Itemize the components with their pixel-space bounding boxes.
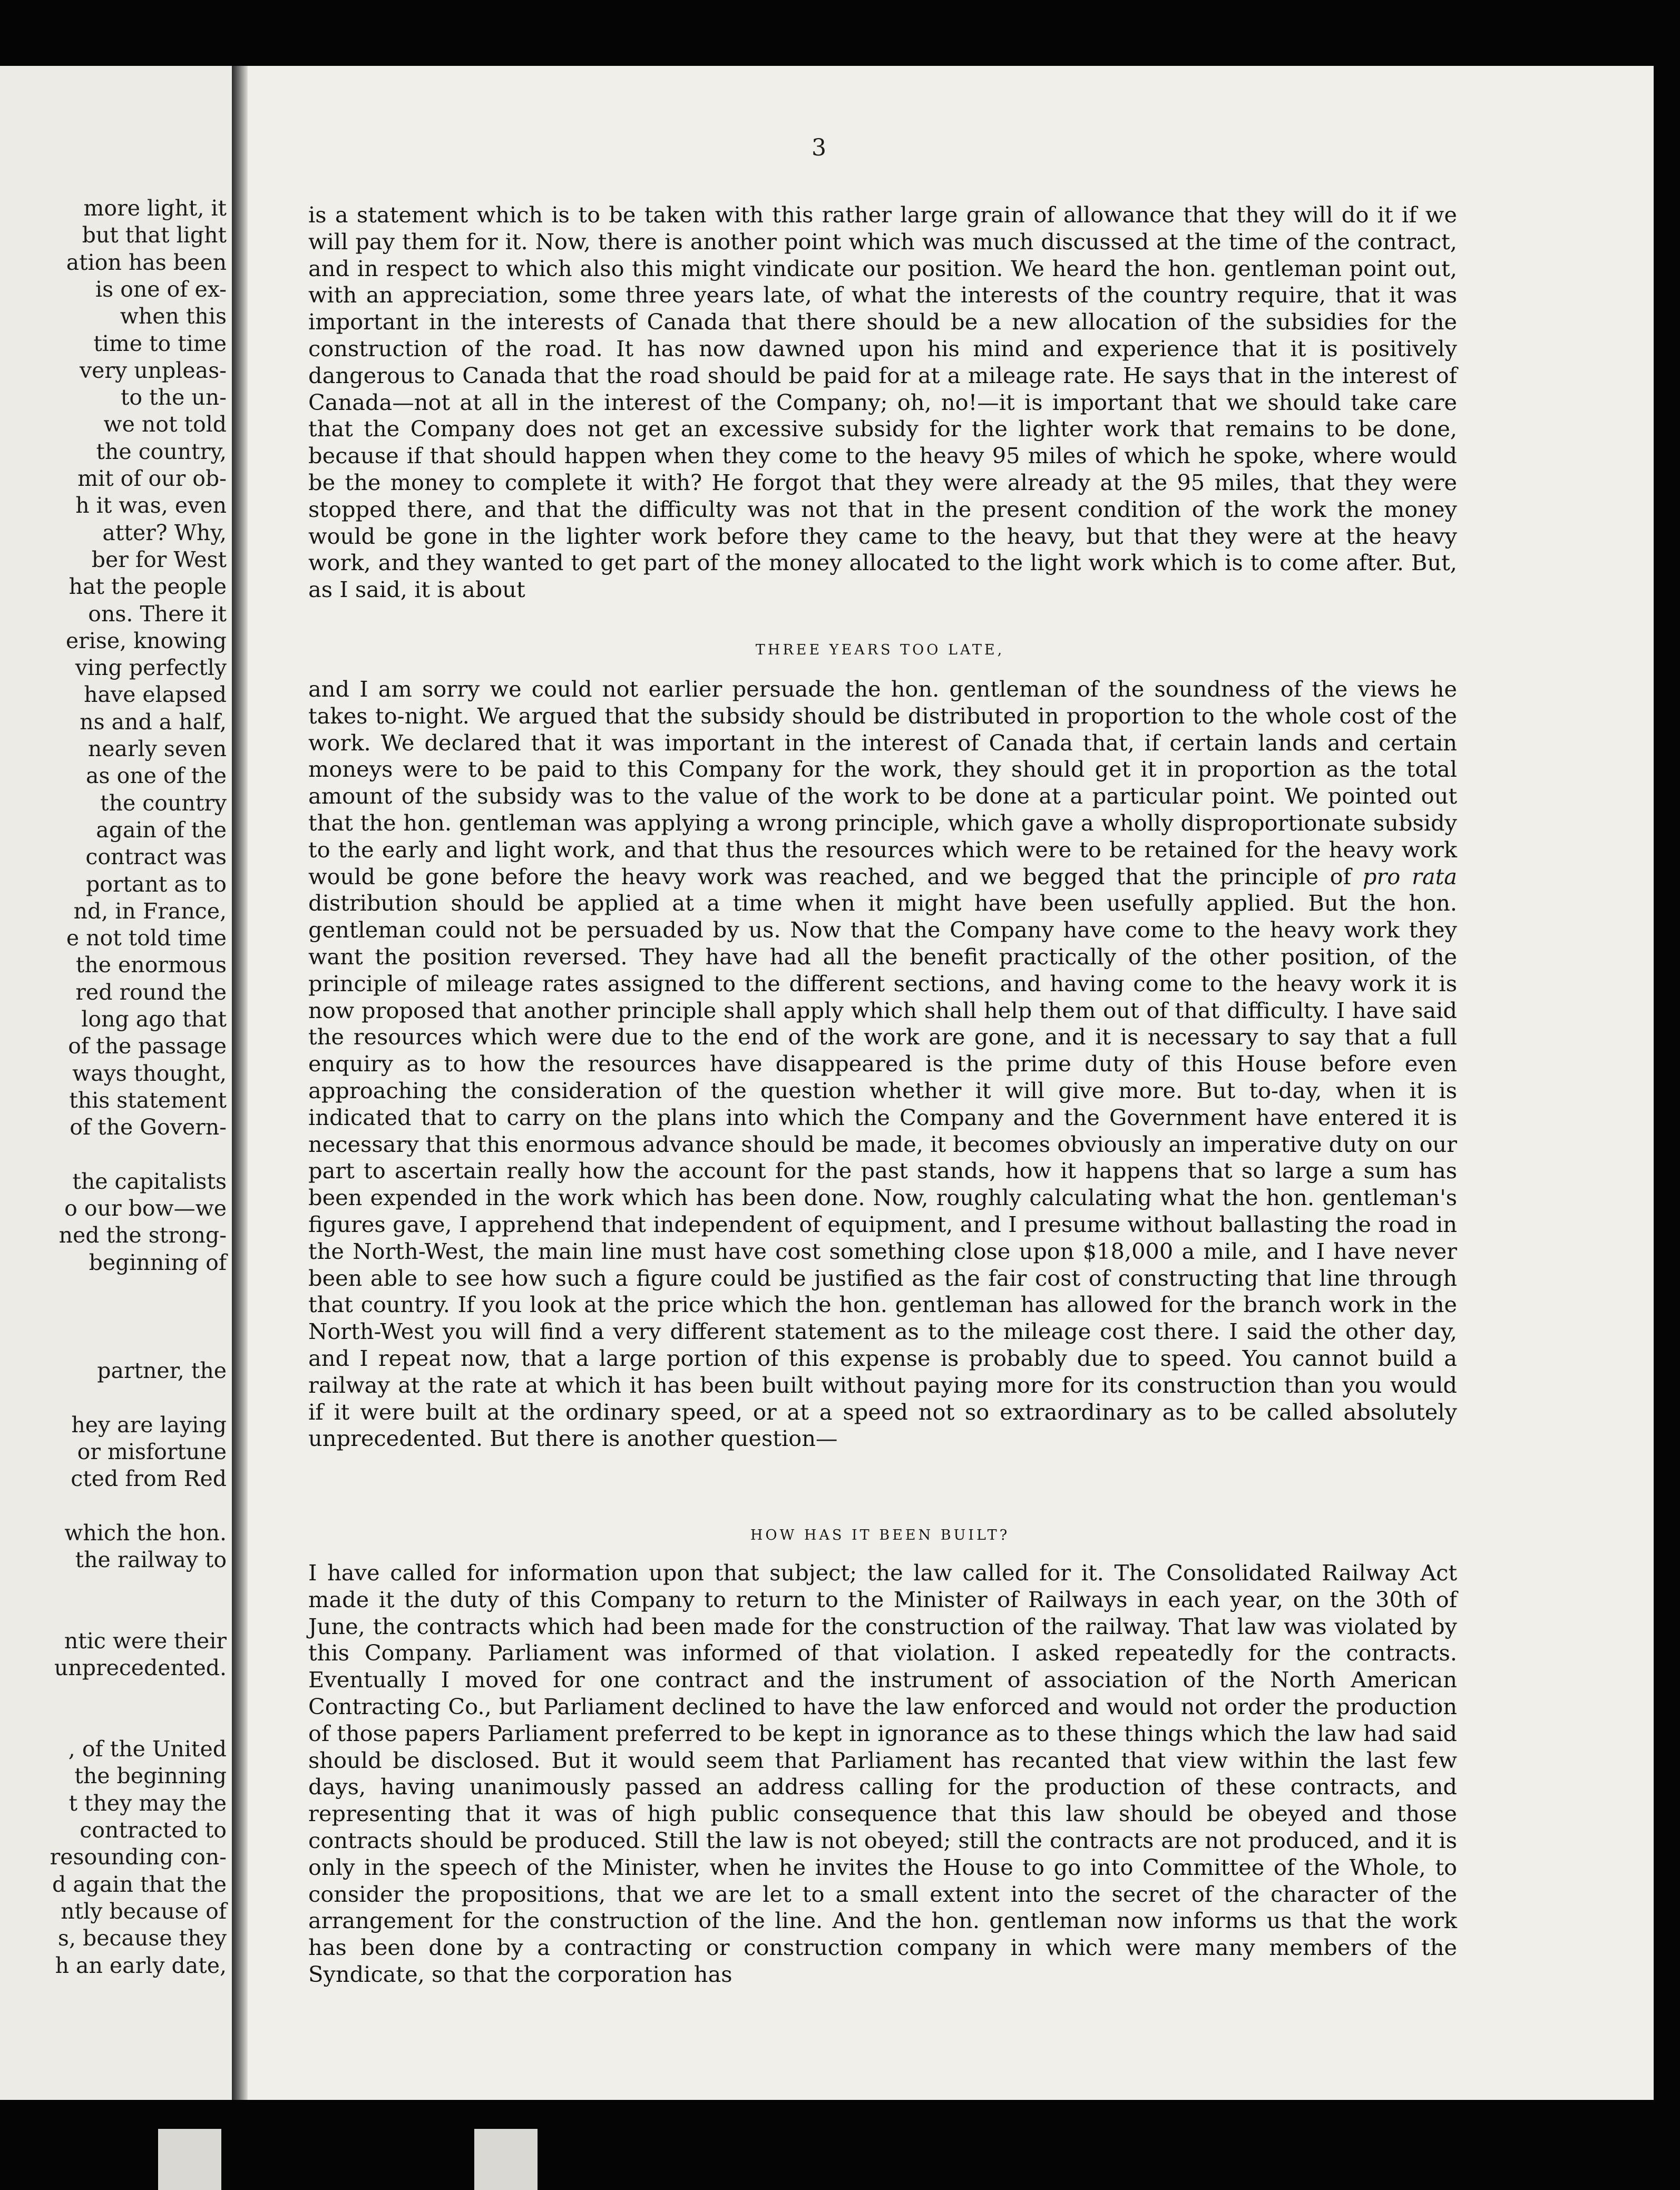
- left-page-line: hey are laying: [71, 1412, 227, 1438]
- left-page-line: ation has been: [66, 249, 227, 275]
- left-page-line: time to time: [93, 330, 227, 356]
- left-page-line: ntic were their: [64, 1628, 227, 1654]
- paragraph-2-part-a: and I am sorry we could not earlier persuade the hon. gentleman of the soundness of the views he takes to-night. We argued that the subsidy should be distributed in proportion to the whole cost of the work. We declared that it was important in the interest of Canada that, if certain lands and certain moneys were to be paid to this Company for the work, they should get it in proportion as the total amount of the subsidy was to the value of the work to be done at a particular point. We pointed out that the hon. gentleman was applying a wrong principle, which gave a wholly disproportionate subsidy to the early and light work, and that thus the resources which were to be retained for the heavy work would be gone before the heavy work was reached, and we begged that the principle of: [308, 676, 1457, 889]
- left-page-line: of the passage: [68, 1033, 227, 1059]
- left-page-line: the country: [100, 790, 227, 816]
- scan-border-bottom: [0, 2100, 1680, 2190]
- left-page-line: have elapsed: [84, 682, 227, 708]
- left-page-line: partner, the: [97, 1357, 227, 1383]
- left-page-line: h an early date,: [55, 1952, 227, 1978]
- left-page-line: is one of ex-: [95, 276, 227, 302]
- left-page-line: of the Govern-: [70, 1114, 227, 1140]
- left-page-line: the capitalists: [72, 1168, 227, 1194]
- left-page-line: or misfortune: [77, 1439, 227, 1464]
- left-page-line: as one of the: [86, 763, 227, 789]
- left-page-line: beginning of: [89, 1249, 227, 1275]
- left-page-line: contracted to: [80, 1817, 227, 1843]
- left-page-line: long ago that: [81, 1006, 227, 1032]
- left-page-line: the railway to: [75, 1547, 227, 1572]
- paragraph-2-part-b: distribution should be applied at a time when it might have been usefully applied. But the hon. gentleman could not be persuaded by us. Now that the Company have come to the heavy work they want the position reversed. They have had all the benefit practically of the other position, of the principle of mileage rates assigned to the different sections, and having come to the heavy work it is now proposed that another principle shall apply which shall help them out of that difficulty. I have said the resources which were due to the end of the work are gone, and it is necessary to say that a full enquiry as to how the resources have disappeared is the prime duty of this House before even approaching the consideration of the question whether it will give more. But to-day, when it is indicated that to carry on the plans into which the Company and the Government have entered it is necessary that this enormous advance should be made, it becomes obviously an imperative duty on our part to ascertain really how the account for the past stands, how it happens that so large a sum has been expended in the work which has been done. Now, roughly calculating what the hon. gentleman's figures gave, I apprehend that independent of equipment, and I presume without ballasting the road in the North-West, the main line must have cost something close upon $18,000 a mile, and I have never been able to see how such a figure could be justified as the fair cost of constructing that line through that country. If you look at the price which the hon. gentleman has allowed for the branch work in the North-West you will find a very different statement as to the mileage cost there. I said the other day, and I repeat now, that a large portion of this expense is probably due to speed. You cannot build a railway at the rate at which it has been built without paying more for its construction than you would if it were built at the ordinary speed, or at a speed not so extraordinary as to be called absolutely unprecedented. But there is another question—: [308, 890, 1457, 1452]
- paragraph-1: is a statement which is to be taken with this rather large grain of allowance that they will do it if we will pay them for it. Now, there is another point which was much discussed at the time of the contract, and in respect to which also this might vindicate our position. We heard the hon. gentleman point out, with an appreciation, some three years late, of what the interests of the country require, that it was important in the interests of Canada that there should be a new allocation of the subsidies for the construction of the road. It has now dawned upon his mind and experience that it is positively dangerous to Canada that the road should be paid for at a mileage rate. He says that in the interest of Canada—not at all in the interest of the Company; oh, no!—it is important that we should take care that the Company does not get an excessive subsidy for the lighter work that remains to be done, because if that should happen when they come to the heavy 95 miles of which he spoke, where would be the money to complete it with? He forgot that they were already at the 95 miles, that they were stopped there, and that the difficulty was not that in the present condition of the work the money would be gone in the lighter work before they came to the heavy, but that they were at the heavy work, and they wanted to get part of the money allocated to the light work which is to come after. But, as I said, it is about: [308, 202, 1457, 603]
- left-page-line: the beginning: [74, 1763, 227, 1789]
- scan-edge-tab: [474, 2129, 538, 2190]
- left-page-line: again of the: [96, 817, 227, 843]
- left-page-line: e not told time: [66, 925, 227, 951]
- paragraph-3: I have called for information upon that subject; the law called for it. The Consolidated Railway Act made it the duty of this Company to return to the Minister of Railways in each year, on the 30th of June, the contracts which had been made for the construction of the railway. That law was violated by this Company. Parliament was informed of that violation. I asked repeatedly for the contracts. Eventually I moved for one contract and the instrument of association of the North American Contracting Co., but Parliament declined to have the law enforced and would not order the production of those papers Parliament preferred to be kept in ignorance as to these things which the law had said should be disclosed. But it would seem that Parliament has recanted that view within the last few days, having unanimously passed an address calling for the production of these contracts, and representing that it was of high public consequence that this law should be obeyed and those contracts should be produced. Still the law is not obeyed; still the contracts are not produced, and it is only in the speech of the Minister, when he invites the House to go into Committee of the Whole, to consider the propositions, that we are let to a small extent into the secret of the character of the arrangement for the construction of the line. And the hon. gentleman now informs us that the work has been done by a contracting or construction company in which were many members of the Syndicate, so that the corporation has: [308, 1560, 1457, 1987]
- left-page-line: ving perfectly: [75, 655, 227, 681]
- left-page-line: ns and a half,: [80, 709, 227, 735]
- left-page-line: hat the people: [69, 574, 227, 600]
- left-page-line: red round the: [75, 979, 227, 1005]
- section-heading-how-has-it-been-built: HOW HAS IT BEEN BUILT?: [750, 1527, 1010, 1543]
- paragraph-2: [308, 676, 1457, 1452]
- left-page-fragment: [0, 66, 232, 2100]
- scan-edge-tab: [158, 2129, 221, 2190]
- left-page-line: this statement: [69, 1087, 227, 1113]
- pro-rata-italic: pro rata: [1362, 863, 1457, 889]
- left-page-line: when this: [120, 304, 227, 329]
- left-page-line: ons. There it: [88, 601, 227, 627]
- left-page-line: mit of our ob-: [77, 466, 227, 491]
- page-number: 3: [812, 134, 826, 161]
- left-page-line: , of the United: [68, 1736, 227, 1762]
- left-page-line: unprecedented.: [54, 1655, 227, 1681]
- left-page-line: very unpleas-: [80, 357, 227, 383]
- left-page-line: but that light: [82, 222, 227, 248]
- left-page-line: the enormous: [75, 952, 227, 978]
- left-page-line: to the un-: [120, 385, 227, 410]
- left-page-line: ber for West: [91, 546, 227, 572]
- left-page-line: portant as to: [85, 871, 227, 897]
- left-page-line: more light, it: [83, 195, 227, 221]
- left-page-line: t they may the: [69, 1790, 227, 1816]
- left-page-line: h it was, even: [75, 493, 227, 519]
- left-page-line: o our bow—we: [64, 1196, 227, 1221]
- left-page-line: ways thought,: [72, 1060, 227, 1086]
- left-page-line: erise, knowing: [65, 628, 227, 653]
- left-page-line: cted from Red: [71, 1466, 227, 1492]
- left-page-line: nearly seven: [87, 736, 227, 761]
- section-heading-three-years-too-late: THREE YEARS TOO LATE,: [755, 642, 1005, 658]
- left-page-line: the country,: [96, 438, 227, 464]
- book-gutter: [232, 66, 248, 2100]
- left-page-line: contract was: [85, 844, 227, 870]
- left-page-line: nd, in France,: [73, 898, 227, 924]
- left-page-line: ntly because of: [61, 1898, 227, 1924]
- left-page-line: resounding con-: [50, 1844, 227, 1870]
- left-page-line: s, because they: [57, 1925, 227, 1951]
- left-page-line: we not told: [103, 412, 227, 437]
- left-page-line: which the hon.: [64, 1520, 227, 1546]
- left-page-line: atter? Why,: [102, 520, 227, 545]
- left-page-line: ned the strong-: [58, 1223, 227, 1248]
- left-page-line: d again that the: [52, 1871, 227, 1897]
